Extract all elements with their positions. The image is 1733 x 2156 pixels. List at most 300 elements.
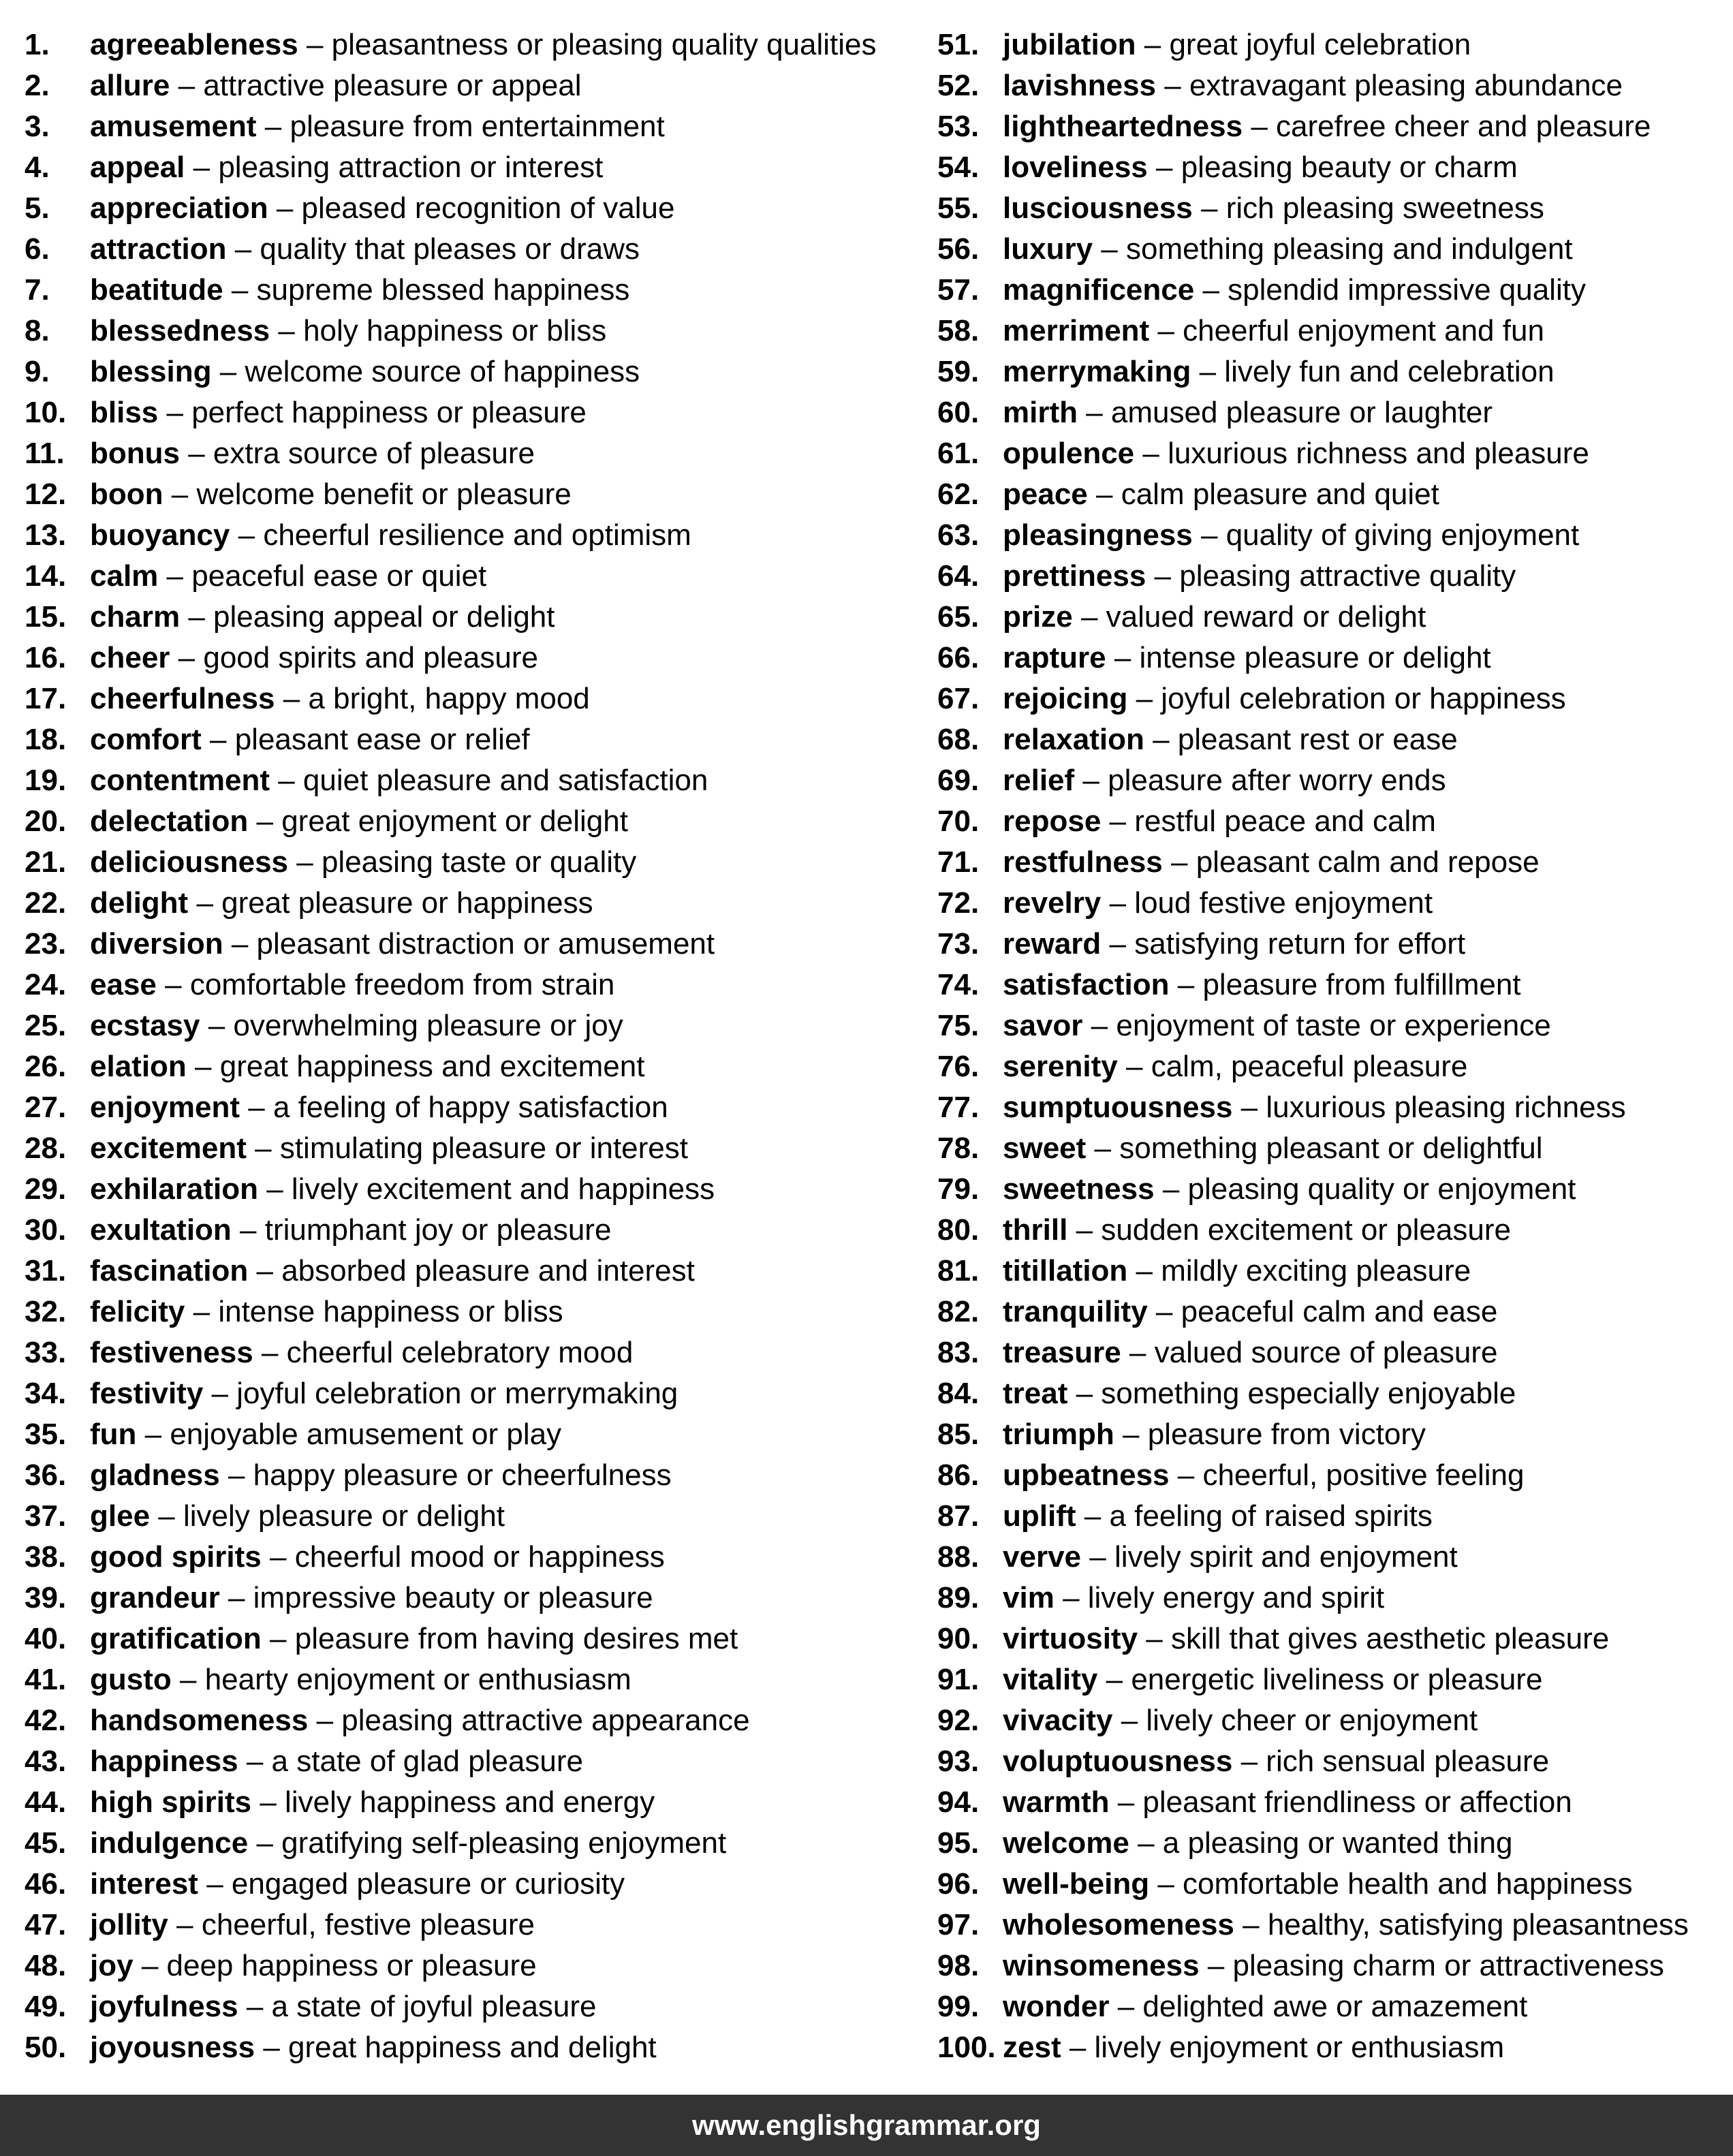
entry-definition: – overwhelming pleasure or joy [208, 1009, 623, 1042]
list-item [937, 883, 1689, 924]
list-item [25, 883, 877, 924]
entry-word: joyousness [90, 2031, 255, 2064]
list-item [937, 965, 1689, 1005]
entry-number: 85. [937, 1418, 980, 1451]
list-item [25, 1210, 877, 1251]
list-item [25, 1414, 877, 1455]
list-item [25, 1700, 877, 1741]
entry-word: verve [1003, 1540, 1082, 1574]
list-item [937, 1373, 1689, 1414]
entry-word: opulence [1003, 437, 1135, 470]
list-item [25, 678, 877, 719]
entry-word: relief [1003, 764, 1075, 797]
list-item [25, 106, 877, 147]
entry-definition: – comfortable freedom from strain [165, 968, 615, 1001]
entry-word: voluptuousness [1003, 1745, 1233, 1778]
entry-word: fascination [90, 1254, 249, 1287]
entry-number: 43. [25, 1745, 67, 1778]
entry-number: 40. [25, 1622, 67, 1655]
entry-definition: – triumphant joy or pleasure [240, 1213, 612, 1247]
list-item [937, 1864, 1689, 1905]
entry-definition: – peaceful ease or quiet [166, 559, 487, 593]
entry-word: diversion [90, 927, 223, 960]
entry-number: 5. [25, 191, 50, 225]
entry-definition: – loud festive enjoyment [1109, 886, 1433, 920]
entry-word: wonder [1003, 1990, 1110, 2023]
entry-definition: – lively pleasure or delight [158, 1499, 505, 1533]
entry-definition: – peaceful calm and ease [1155, 1295, 1498, 1328]
entry-number: 51. [937, 28, 980, 61]
entry-definition: – attractive pleasure or appeal [178, 69, 582, 102]
entry-number: 63. [937, 518, 980, 552]
entry-definition: – pleasant friendliness or affection [1117, 1785, 1572, 1819]
entry-number: 33. [25, 1336, 67, 1369]
entry-number: 13. [25, 518, 67, 552]
list-item [937, 1455, 1689, 1496]
entry-word: savor [1003, 1009, 1083, 1042]
entry-number: 35. [25, 1418, 67, 1451]
list-item [25, 1946, 877, 1986]
entry-number: 31. [25, 1254, 67, 1287]
entry-definition: – rich pleasing sweetness [1201, 191, 1544, 225]
entry-definition: – stimulating pleasure or interest [255, 1131, 688, 1165]
entry-definition: – energetic liveliness or pleasure [1106, 1663, 1543, 1696]
entry-word: merrymaking [1003, 355, 1191, 388]
entry-number: 4. [25, 151, 50, 184]
entry-definition: – hearty enjoyment or enthusiasm [180, 1663, 631, 1696]
entry-word: delectation [90, 804, 249, 838]
entry-number: 23. [25, 927, 67, 960]
entry-definition: – great happiness and delight [263, 2031, 657, 2064]
entry-word: mirth [1003, 396, 1078, 429]
entry-definition: – pleasure from fulfillment [1177, 968, 1521, 1001]
entry-number: 41. [25, 1663, 67, 1696]
entry-word: gratification [90, 1622, 262, 1655]
entry-definition: – pleasing appeal or delight [188, 600, 555, 634]
list-item [937, 2027, 1689, 2068]
entry-number: 94. [937, 1785, 980, 1819]
entry-number: 27. [25, 1091, 67, 1124]
list-item [25, 1455, 877, 1496]
entry-word: prize [1003, 600, 1073, 634]
list-item [937, 924, 1689, 965]
entry-word: restfulness [1003, 845, 1163, 879]
entry-word: gusto [90, 1663, 172, 1696]
list-item [937, 1905, 1689, 1946]
list-item [937, 515, 1689, 556]
entry-number: 52. [937, 69, 980, 102]
entry-definition: – lively fun and celebration [1199, 355, 1555, 388]
list-item [937, 147, 1689, 188]
entry-number: 39. [25, 1581, 67, 1614]
entry-word: pleasingness [1003, 518, 1193, 552]
entry-definition: – something especially enjoyable [1076, 1377, 1516, 1410]
entry-number: 7. [25, 273, 50, 307]
entry-definition: – quiet pleasure and satisfaction [278, 764, 708, 797]
entry-word: zest [1003, 2031, 1061, 2064]
entry-definition: – welcome source of happiness [219, 355, 640, 388]
list-item [937, 638, 1689, 678]
entry-word: appeal [90, 151, 185, 184]
entry-number: 59. [937, 355, 980, 388]
entry-word: comfort [90, 723, 202, 756]
entry-definition: – extra source of pleasure [188, 437, 535, 470]
entry-definition: – enjoyment of taste or experience [1091, 1009, 1551, 1042]
entry-word: appreciation [90, 191, 268, 225]
list-item [937, 1823, 1689, 1864]
entry-definition: – pleasing attraction or interest [193, 151, 604, 184]
entry-word: rejoicing [1003, 682, 1128, 715]
entry-word: blessing [90, 355, 212, 388]
entry-definition: – quality of giving enjoyment [1201, 518, 1580, 552]
entry-definition: – pleasant calm and repose [1171, 845, 1540, 879]
list-item [937, 106, 1689, 147]
entry-number: 90. [937, 1622, 980, 1655]
entry-definition: – gratifying self-pleasing enjoyment [256, 1826, 727, 1860]
entry-definition: – cheerful resilience and optimism [238, 518, 691, 552]
entry-word: repose [1003, 804, 1102, 838]
entry-number: 80. [937, 1213, 980, 1247]
entry-word: virtuosity [1003, 1622, 1138, 1655]
list-item [25, 1823, 877, 1864]
entry-word: satisfaction [1003, 968, 1170, 1001]
entry-number: 55. [937, 191, 980, 225]
entry-word: sumptuousness [1003, 1091, 1233, 1124]
entry-definition: – great pleasure or happiness [196, 886, 593, 920]
entry-number: 14. [25, 559, 67, 593]
entry-number: 9. [25, 355, 50, 388]
entry-word: wholesomeness [1003, 1908, 1234, 1941]
list-item [25, 392, 877, 433]
entry-word: gladness [90, 1458, 220, 1492]
entry-word: uplift [1003, 1499, 1076, 1533]
list-item [25, 1782, 877, 1823]
entry-word: joy [90, 1949, 134, 1982]
entry-definition: – something pleasant or delightful [1094, 1131, 1543, 1165]
footer-website-url: www.englishgrammar.org [692, 2109, 1041, 2141]
list-item [25, 1496, 877, 1537]
entry-definition: – pleasing attractive quality [1154, 559, 1516, 593]
entry-word: happiness [90, 1745, 238, 1778]
entry-definition: – healthy, satisfying pleasantness [1243, 1908, 1689, 1941]
entry-number: 82. [937, 1295, 980, 1328]
list-item [937, 1946, 1689, 1986]
entry-number: 8. [25, 314, 50, 347]
entry-word: loveliness [1003, 151, 1148, 184]
entry-number: 99. [937, 1990, 980, 2023]
entry-number: 19. [25, 764, 67, 797]
entry-definition: – intense happiness or bliss [193, 1295, 563, 1328]
entry-word: joyfulness [90, 1990, 238, 2023]
entry-word: contentment [90, 764, 270, 797]
entry-number: 1. [25, 28, 50, 61]
entry-definition: – pleasing taste or quality [296, 845, 637, 879]
entry-number: 69. [937, 764, 980, 797]
entry-word: merriment [1003, 314, 1150, 347]
entry-definition: – pleasure from entertainment [264, 110, 665, 143]
entry-number: 3. [25, 110, 50, 143]
list-item [25, 351, 877, 392]
list-item [25, 1128, 877, 1169]
entry-definition: – pleasure after worry ends [1082, 764, 1446, 797]
entry-word: triumph [1003, 1418, 1114, 1451]
entry-number: 57. [937, 273, 980, 307]
entry-definition: – a feeling of raised spirits [1084, 1499, 1433, 1533]
entry-number: 48. [25, 1949, 67, 1982]
entry-number: 75. [937, 1009, 980, 1042]
entry-word: jubilation [1003, 28, 1136, 61]
entry-word: reward [1003, 927, 1102, 960]
entry-number: 34. [25, 1377, 67, 1410]
list-item [25, 25, 877, 65]
list-item [25, 65, 877, 106]
entry-definition: – pleasantness or pleasing quality qualities [306, 28, 877, 61]
entry-definition: – good spirits and pleasure [178, 641, 538, 674]
list-item [937, 1046, 1689, 1087]
list-item [937, 270, 1689, 311]
entry-word: cheer [90, 641, 170, 674]
entry-definition: – cheerful celebratory mood [261, 1336, 634, 1369]
entry-number: 65. [937, 600, 980, 634]
entry-word: grandeur [90, 1581, 220, 1614]
entry-definition: – lively energy and spirit [1063, 1581, 1385, 1614]
list-item [937, 760, 1689, 801]
entry-definition: – lively cheer or enjoyment [1121, 1704, 1478, 1737]
list-item [937, 1169, 1689, 1210]
list-item [937, 801, 1689, 842]
entry-definition: – perfect happiness or pleasure [166, 396, 587, 429]
entry-word: upbeatness [1003, 1458, 1170, 1492]
entry-definition: – pleasing attractive appearance [316, 1704, 750, 1737]
footer-bar [0, 2095, 1733, 2156]
list-item [937, 1292, 1689, 1332]
entry-definition: – pleasant distraction or amusement [231, 927, 715, 960]
list-item [937, 1332, 1689, 1373]
list-item [937, 1659, 1689, 1700]
list-item [937, 1128, 1689, 1169]
entry-word: titillation [1003, 1254, 1128, 1287]
list-item [937, 392, 1689, 433]
list-item [25, 1332, 877, 1373]
entry-definition: – lively excitement and happiness [266, 1172, 715, 1206]
entry-definition: – great enjoyment or delight [256, 804, 628, 838]
list-item [937, 1578, 1689, 1619]
entry-number: 62. [937, 478, 980, 511]
entry-word: peace [1003, 478, 1088, 511]
entry-number: 70. [937, 804, 980, 838]
list-item [937, 188, 1689, 229]
list-item [25, 229, 877, 270]
entry-word: attraction [90, 232, 227, 266]
entry-number: 79. [937, 1172, 980, 1206]
entry-definition: – deep happiness or pleasure [141, 1949, 537, 1982]
entry-word: treasure [1003, 1336, 1121, 1369]
list-item [25, 719, 877, 760]
entry-number: 32. [25, 1295, 67, 1328]
entry-word: vivacity [1003, 1704, 1113, 1737]
entry-number: 24. [25, 968, 67, 1001]
entry-word: interest [90, 1867, 198, 1901]
list-item [937, 433, 1689, 474]
entry-definition: – luxurious richness and pleasure [1142, 437, 1589, 470]
entry-number: 22. [25, 886, 67, 920]
entry-number: 54. [937, 151, 980, 184]
list-item [937, 1251, 1689, 1292]
entry-number: 89. [937, 1581, 980, 1614]
list-item [25, 433, 877, 474]
entry-number: 100. [937, 2031, 996, 2064]
list-item [25, 1292, 877, 1332]
entry-word: lavishness [1003, 69, 1157, 102]
entry-definition: – cheerful, positive feeling [1177, 1458, 1525, 1492]
entry-word: felicity [90, 1295, 185, 1328]
entry-definition: – a bright, happy mood [283, 682, 590, 715]
entry-number: 16. [25, 641, 67, 674]
list-item [25, 1169, 877, 1210]
list-item [25, 1905, 877, 1946]
entry-definition: – a pleasing or wanted thing [1138, 1826, 1513, 1860]
entry-word: delight [90, 886, 189, 920]
entry-number: 30. [25, 1213, 67, 1247]
entry-word: excitement [90, 1131, 247, 1165]
list-item [25, 1741, 877, 1782]
entry-definition: – rich sensual pleasure [1240, 1745, 1550, 1778]
entry-word: rapture [1003, 641, 1106, 674]
list-item [937, 351, 1689, 392]
entry-number: 46. [25, 1867, 67, 1901]
entry-word: agreeableness [90, 28, 298, 61]
entry-word: warmth [1003, 1785, 1110, 1819]
entry-word: serenity [1003, 1050, 1118, 1083]
entry-number: 11. [25, 437, 65, 470]
entry-number: 96. [937, 1867, 980, 1901]
entry-word: sweetness [1003, 1172, 1155, 1206]
list-item [25, 1251, 877, 1292]
entry-number: 20. [25, 804, 67, 838]
entry-word: prettiness [1003, 559, 1146, 593]
entry-word: vitality [1003, 1663, 1098, 1696]
entry-word: treat [1003, 1377, 1068, 1410]
entry-number: 45. [25, 1826, 67, 1860]
entry-definition: – joyful celebration or merrymaking [211, 1377, 678, 1410]
entry-word: magnificence [1003, 273, 1195, 307]
list-item [25, 1619, 877, 1659]
entry-number: 2. [25, 69, 50, 102]
list-item [25, 1046, 877, 1087]
entry-word: sweet [1003, 1131, 1087, 1165]
entry-definition: – pleasing quality or enjoyment [1162, 1172, 1576, 1206]
entry-definition: – sudden excitement or pleasure [1076, 1213, 1511, 1247]
list-item [25, 188, 877, 229]
entry-number: 92. [937, 1704, 980, 1737]
list-item [25, 311, 877, 351]
list-item [25, 842, 877, 883]
list-item [937, 25, 1689, 65]
entry-definition: – lively spirit and enjoyment [1089, 1540, 1458, 1574]
list-item [25, 1005, 877, 1046]
entry-definition: – happy pleasure or cheerfulness [228, 1458, 672, 1492]
entry-word: fun [90, 1418, 137, 1451]
entry-number: 29. [25, 1172, 67, 1206]
list-item [25, 1087, 877, 1128]
entry-definition: – cheerful, festive pleasure [176, 1908, 535, 1941]
entry-number: 37. [25, 1499, 67, 1533]
entry-word: blessedness [90, 314, 270, 347]
entry-word: revelry [1003, 886, 1102, 920]
entry-definition: – lively enjoyment or enthusiasm [1069, 2031, 1505, 2064]
list-item [25, 1373, 877, 1414]
entry-definition: – pleasure from victory [1123, 1418, 1426, 1451]
entry-number: 61. [937, 437, 980, 470]
entry-word: allure [90, 69, 170, 102]
entry-word: ease [90, 968, 157, 1001]
list-item [937, 1986, 1689, 2027]
word-list-left-column [25, 25, 877, 2068]
entry-number: 18. [25, 723, 67, 756]
list-item [937, 1210, 1689, 1251]
entry-number: 21. [25, 845, 67, 879]
list-item [25, 474, 877, 515]
list-item [25, 965, 877, 1005]
entry-number: 98. [937, 1949, 980, 1982]
list-item [937, 311, 1689, 351]
entry-definition: – holy happiness or bliss [278, 314, 607, 347]
entry-definition: – enjoyable amusement or play [144, 1418, 562, 1451]
entry-definition: – delighted awe or amazement [1117, 1990, 1528, 2023]
list-item [25, 1578, 877, 1619]
list-item [937, 1537, 1689, 1578]
entry-number: 64. [937, 559, 980, 593]
entry-word: glee [90, 1499, 151, 1533]
list-item [25, 760, 877, 801]
entry-number: 91. [937, 1663, 980, 1696]
entry-definition: – carefree cheer and pleasure [1251, 110, 1651, 143]
entry-definition: – engaged pleasure or curiosity [206, 1867, 625, 1901]
entry-definition: – joyful celebration or happiness [1136, 682, 1566, 715]
entry-word: cheerfulness [90, 682, 275, 715]
entry-number: 25. [25, 1009, 67, 1042]
entry-word: beatitude [90, 273, 223, 307]
entry-number: 67. [937, 682, 980, 715]
list-item [25, 1537, 877, 1578]
entry-word: charm [90, 600, 181, 634]
entry-number: 26. [25, 1050, 67, 1083]
entry-number: 15. [25, 600, 67, 634]
list-item [937, 1087, 1689, 1128]
entry-number: 74. [937, 968, 980, 1001]
list-item [937, 1782, 1689, 1823]
entry-word: relaxation [1003, 723, 1144, 756]
list-item [937, 229, 1689, 270]
entry-definition: – comfortable health and happiness [1157, 1867, 1633, 1901]
entry-definition: – a feeling of happy satisfaction [248, 1091, 668, 1124]
entry-word: vim [1003, 1581, 1055, 1614]
entry-word: calm [90, 559, 159, 593]
entry-definition: – pleasing beauty or charm [1156, 151, 1518, 184]
entry-number: 76. [937, 1050, 980, 1083]
entry-definition: – pleasant rest or ease [1153, 723, 1458, 756]
entry-number: 47. [25, 1908, 67, 1941]
list-item [937, 1005, 1689, 1046]
entry-number: 87. [937, 1499, 980, 1533]
entry-definition: – quality that pleases or draws [234, 232, 640, 266]
entry-word: deliciousness [90, 845, 289, 879]
entry-number: 42. [25, 1704, 67, 1737]
word-list-right-column [937, 25, 1689, 2068]
entry-word: handsomeness [90, 1704, 309, 1737]
entry-definition: – valued reward or delight [1080, 600, 1426, 634]
entry-definition: – intense pleasure or delight [1114, 641, 1491, 674]
